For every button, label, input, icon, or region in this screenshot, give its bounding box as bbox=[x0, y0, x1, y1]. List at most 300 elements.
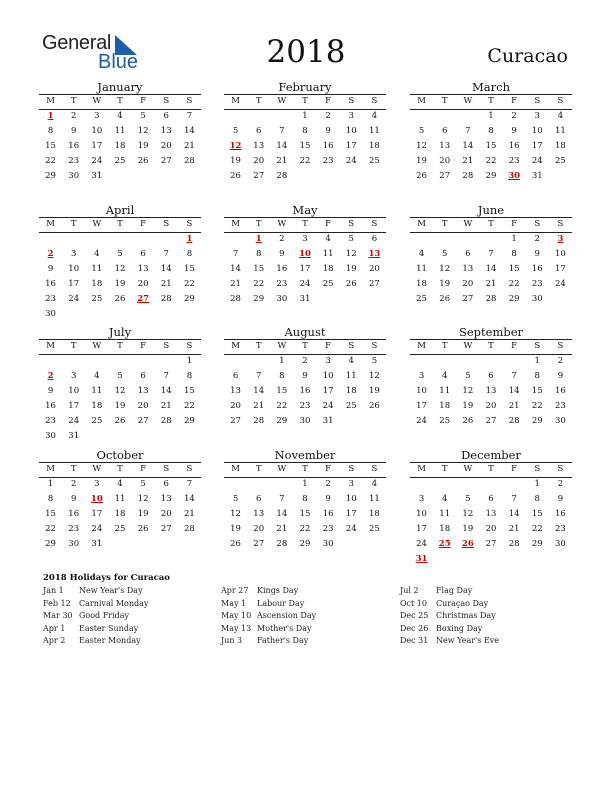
day-cell: 30 bbox=[45, 431, 56, 441]
day-cell: 16 bbox=[322, 141, 334, 151]
day-cell: 20 bbox=[485, 524, 497, 534]
day-cell: 5 bbox=[418, 126, 425, 136]
day-cell: 31 bbox=[531, 171, 543, 181]
day-cell: 20 bbox=[160, 509, 172, 519]
weekday-label: W bbox=[277, 464, 287, 474]
day-cell: 12 bbox=[345, 249, 357, 259]
day-cell: 11 bbox=[91, 264, 103, 274]
day-cell: 8 bbox=[534, 494, 540, 504]
day-cell: 4 bbox=[94, 249, 100, 259]
day-cell: 18 bbox=[368, 509, 380, 519]
day-cell: 20 bbox=[439, 156, 451, 166]
day-cell: 11 bbox=[368, 126, 380, 136]
day-cell: 11 bbox=[114, 494, 126, 504]
day-cell: 16 bbox=[68, 141, 80, 151]
day-cell: 19 bbox=[137, 141, 149, 151]
day-cell: 19 bbox=[462, 401, 474, 411]
day-cell: 24 bbox=[299, 279, 311, 289]
day-cell: 12 bbox=[137, 126, 149, 136]
holiday-date: Apr 27 bbox=[221, 586, 249, 595]
holiday-date: May 10 bbox=[221, 611, 252, 620]
day-cell: 12 bbox=[462, 509, 474, 519]
day-cell: 8 bbox=[186, 249, 193, 259]
day-cell: 16 bbox=[554, 509, 566, 519]
weekday-label: F bbox=[511, 341, 518, 351]
holiday-date: Apr 1 bbox=[43, 623, 66, 633]
weekday-label: W bbox=[92, 219, 102, 229]
day-cell: 7 bbox=[465, 126, 471, 136]
day-cell: 30 bbox=[531, 294, 543, 304]
day-cell: 29 bbox=[45, 539, 56, 549]
day-cell: 8 bbox=[47, 494, 54, 504]
weekday-label: S bbox=[163, 464, 170, 474]
weekday-label: F bbox=[140, 341, 147, 351]
day-cell: 10 bbox=[322, 371, 334, 381]
weekday-label: S bbox=[163, 219, 170, 229]
day-cell: 8 bbox=[47, 126, 54, 136]
day-cell: 6 bbox=[441, 126, 448, 136]
day-cell: 8 bbox=[255, 249, 262, 259]
weekday-header bbox=[224, 217, 386, 233]
day-cell: 28 bbox=[230, 294, 241, 304]
day-cell: 20 bbox=[230, 401, 241, 411]
day-cell: 23 bbox=[322, 524, 334, 534]
day-cell: 28 bbox=[462, 171, 474, 181]
day-cell: 15 bbox=[531, 509, 543, 519]
day-cell: 5 bbox=[348, 234, 354, 244]
day-cell: 17 bbox=[554, 264, 566, 274]
day-cell: 14 bbox=[508, 509, 520, 519]
day-cell: 20 bbox=[253, 156, 265, 166]
weekday-label: S bbox=[186, 219, 193, 229]
day-cell: 29 bbox=[508, 294, 520, 304]
day-cell: 24 bbox=[68, 416, 80, 426]
day-cell: 19 bbox=[368, 386, 380, 396]
day-cell: 8 bbox=[302, 494, 308, 504]
day-cell: 16 bbox=[508, 141, 520, 151]
day-cell: 9 bbox=[325, 494, 331, 504]
holiday-date: Jun 3 bbox=[221, 636, 243, 645]
day-cell: 29 bbox=[531, 539, 543, 549]
holiday-day-cell: 10 bbox=[299, 249, 311, 259]
day-cell: 11 bbox=[114, 126, 126, 136]
day-cell: 7 bbox=[255, 371, 262, 381]
weekday-label: T bbox=[255, 96, 262, 106]
weekday-label: T bbox=[255, 341, 262, 351]
day-cell: 8 bbox=[186, 371, 193, 381]
day-cell: 31 bbox=[68, 431, 80, 441]
weekday-label: M bbox=[231, 464, 240, 474]
day-cell: 29 bbox=[485, 171, 497, 181]
holidays-title: 2018 Holidays for Curacao bbox=[43, 573, 170, 583]
holiday-day-cell: 25 bbox=[438, 539, 451, 549]
day-cell: 6 bbox=[371, 234, 378, 244]
day-cell: 23 bbox=[45, 416, 56, 426]
day-cell: 26 bbox=[114, 294, 126, 304]
day-cell: 25 bbox=[114, 524, 126, 534]
day-cell: 2 bbox=[70, 111, 77, 121]
day-cell: 12 bbox=[114, 386, 126, 396]
day-cell: 2 bbox=[302, 356, 308, 366]
weekday-label: S bbox=[186, 96, 193, 106]
weekday-label: S bbox=[557, 96, 564, 106]
day-cell: 22 bbox=[299, 524, 311, 534]
day-cell: 3 bbox=[348, 479, 354, 489]
day-cell: 19 bbox=[230, 156, 241, 166]
weekday-label: W bbox=[92, 464, 102, 474]
weekday-label: W bbox=[463, 96, 473, 106]
month-name: January bbox=[97, 80, 143, 94]
weekday-label: M bbox=[417, 96, 426, 106]
weekday-label: F bbox=[140, 464, 147, 474]
weekday-label: S bbox=[348, 464, 355, 474]
weekday-label: F bbox=[511, 219, 518, 229]
day-cell: 16 bbox=[299, 386, 311, 396]
day-cell: 7 bbox=[511, 371, 517, 381]
day-cell: 4 bbox=[325, 234, 331, 244]
day-cell: 17 bbox=[345, 509, 357, 519]
weekday-header bbox=[224, 462, 386, 478]
day-cell: 14 bbox=[253, 386, 265, 396]
day-cell: 22 bbox=[531, 524, 543, 534]
weekday-label: S bbox=[534, 219, 541, 229]
day-cell: 18 bbox=[554, 141, 566, 151]
day-cell: 19 bbox=[230, 524, 241, 534]
day-cell: 12 bbox=[137, 494, 149, 504]
day-cell: 26 bbox=[345, 279, 357, 289]
day-cell: 4 bbox=[371, 111, 378, 121]
weekday-header bbox=[410, 339, 572, 355]
day-cell: 8 bbox=[511, 249, 517, 259]
weekday-header bbox=[224, 339, 386, 355]
weekday-header bbox=[410, 462, 572, 478]
day-cell: 3 bbox=[348, 111, 354, 121]
day-cell: 24 bbox=[416, 539, 427, 549]
weekday-label: F bbox=[511, 96, 518, 106]
day-cell: 20 bbox=[462, 279, 474, 289]
day-cell: 26 bbox=[439, 294, 451, 304]
weekday-label: S bbox=[534, 464, 541, 474]
day-cell: 5 bbox=[232, 494, 239, 504]
weekday-header bbox=[410, 94, 572, 110]
day-cell: 26 bbox=[230, 171, 241, 181]
day-cell: 27 bbox=[253, 171, 265, 181]
day-cell: 12 bbox=[230, 509, 241, 519]
weekday-label: M bbox=[231, 96, 240, 106]
day-cell: 29 bbox=[45, 171, 56, 181]
day-cell: 19 bbox=[345, 264, 357, 274]
day-cell: 17 bbox=[299, 264, 311, 274]
holiday-date: Oct 10 bbox=[400, 598, 427, 608]
day-cell: 6 bbox=[255, 494, 262, 504]
day-cell: 28 bbox=[485, 294, 497, 304]
day-cell: 2 bbox=[325, 111, 331, 121]
day-cell: 23 bbox=[45, 294, 56, 304]
day-cell: 14 bbox=[462, 141, 474, 151]
day-cell: 1 bbox=[511, 234, 517, 244]
day-cell: 23 bbox=[531, 279, 543, 289]
weekday-label: T bbox=[488, 464, 494, 474]
logo-word-blue: Blue bbox=[98, 51, 139, 73]
day-cell: 6 bbox=[140, 371, 146, 381]
day-cell: 25 bbox=[439, 416, 451, 426]
day-cell: 16 bbox=[322, 509, 334, 519]
day-cell: 7 bbox=[163, 371, 169, 381]
weekday-label: S bbox=[348, 341, 355, 351]
weekday-label: T bbox=[441, 464, 448, 474]
weekday-label: M bbox=[231, 341, 240, 351]
holiday-day-cell: 31 bbox=[415, 554, 428, 564]
month-july bbox=[39, 325, 201, 441]
weekday-label: M bbox=[46, 219, 55, 229]
day-cell: 22 bbox=[531, 401, 543, 411]
day-cell: 14 bbox=[183, 494, 195, 504]
day-cell: 27 bbox=[485, 539, 497, 549]
month-name: November bbox=[274, 448, 336, 462]
day-cell: 15 bbox=[276, 386, 288, 396]
holiday-name: Christmas Day bbox=[436, 611, 496, 620]
day-cell: 9 bbox=[511, 126, 517, 136]
day-cell: 1 bbox=[534, 356, 540, 366]
day-cell: 6 bbox=[140, 249, 146, 259]
day-cell: 28 bbox=[160, 294, 172, 304]
day-cell: 19 bbox=[439, 279, 451, 289]
weekday-label: F bbox=[140, 219, 147, 229]
day-cell: 14 bbox=[276, 509, 288, 519]
holiday-date: May 1 bbox=[221, 598, 247, 608]
holiday-day-cell: 1 bbox=[186, 234, 193, 244]
month-name: June bbox=[477, 203, 505, 217]
day-cell: 24 bbox=[345, 156, 357, 166]
day-cell: 24 bbox=[531, 156, 543, 166]
day-cell: 13 bbox=[230, 386, 241, 396]
day-cell: 3 bbox=[534, 111, 540, 121]
day-cell: 25 bbox=[368, 156, 380, 166]
day-cell: 9 bbox=[325, 126, 331, 136]
day-cell: 28 bbox=[508, 539, 520, 549]
holiday-date: Dec 26 bbox=[400, 623, 429, 633]
weekday-label: M bbox=[46, 341, 55, 351]
weekday-label: S bbox=[371, 96, 378, 106]
weekday-label: S bbox=[557, 219, 564, 229]
weekday-label: F bbox=[325, 464, 332, 474]
day-cell: 23 bbox=[508, 156, 520, 166]
day-cell: 21 bbox=[230, 279, 241, 289]
month-name: December bbox=[461, 448, 521, 462]
weekday-label: W bbox=[463, 464, 473, 474]
day-cell: 15 bbox=[531, 386, 543, 396]
day-cell: 1 bbox=[302, 479, 308, 489]
day-cell: 5 bbox=[117, 371, 123, 381]
day-cell: 1 bbox=[534, 479, 540, 489]
weekday-header bbox=[39, 94, 201, 110]
holiday-date: Jan 1 bbox=[43, 586, 64, 595]
day-cell: 9 bbox=[557, 371, 564, 381]
day-cell: 17 bbox=[322, 386, 334, 396]
weekday-label: T bbox=[488, 219, 494, 229]
holiday-day-cell: 12 bbox=[229, 141, 242, 151]
day-cell: 2 bbox=[534, 234, 540, 244]
day-cell: 24 bbox=[554, 279, 566, 289]
day-cell: 12 bbox=[114, 264, 126, 274]
weekday-header bbox=[39, 462, 201, 478]
day-cell: 29 bbox=[531, 416, 543, 426]
day-cell: 15 bbox=[183, 386, 195, 396]
month-april bbox=[39, 203, 201, 319]
day-cell: 6 bbox=[163, 111, 169, 121]
day-cell: 13 bbox=[253, 509, 265, 519]
day-cell: 7 bbox=[186, 111, 193, 121]
day-cell: 10 bbox=[531, 126, 543, 136]
day-cell: 28 bbox=[508, 416, 520, 426]
day-cell: 14 bbox=[183, 126, 195, 136]
day-cell: 18 bbox=[322, 264, 334, 274]
day-cell: 10 bbox=[91, 126, 103, 136]
day-cell: 23 bbox=[276, 279, 288, 289]
day-cell: 19 bbox=[416, 156, 427, 166]
weekday-label: T bbox=[255, 464, 262, 474]
day-cell: 23 bbox=[68, 156, 80, 166]
holiday-name: Mother's Day bbox=[257, 623, 312, 633]
day-cell: 16 bbox=[45, 401, 56, 411]
day-cell: 28 bbox=[253, 416, 265, 426]
day-cell: 18 bbox=[91, 401, 103, 411]
day-cell: 12 bbox=[462, 386, 474, 396]
weekday-label: T bbox=[70, 464, 77, 474]
day-cell: 21 bbox=[183, 509, 195, 519]
day-cell: 21 bbox=[276, 524, 288, 534]
day-cell: 11 bbox=[322, 249, 334, 259]
day-cell: 26 bbox=[114, 416, 126, 426]
day-cell: 5 bbox=[140, 111, 146, 121]
day-cell: 20 bbox=[253, 524, 265, 534]
day-cell: 30 bbox=[554, 539, 566, 549]
month-march bbox=[410, 80, 572, 196]
month-september bbox=[410, 325, 572, 441]
day-cell: 27 bbox=[137, 416, 149, 426]
day-cell: 27 bbox=[160, 524, 172, 534]
day-cell: 28 bbox=[276, 171, 288, 181]
day-cell: 10 bbox=[416, 386, 427, 396]
day-cell: 21 bbox=[160, 279, 172, 289]
weekday-label: T bbox=[117, 96, 123, 106]
day-cell: 15 bbox=[45, 141, 56, 151]
day-cell: 16 bbox=[68, 509, 80, 519]
weekday-label: W bbox=[277, 341, 287, 351]
day-cell: 11 bbox=[439, 509, 451, 519]
day-cell: 27 bbox=[160, 156, 172, 166]
day-cell: 4 bbox=[441, 371, 448, 381]
day-cell: 3 bbox=[302, 234, 308, 244]
day-cell: 13 bbox=[137, 386, 149, 396]
day-cell: 3 bbox=[325, 356, 331, 366]
day-cell: 2 bbox=[557, 479, 564, 489]
holiday-day-cell: 2 bbox=[47, 371, 54, 381]
holiday-name: Curaçao Day bbox=[436, 598, 489, 608]
weekday-label: S bbox=[371, 341, 378, 351]
holiday-date: Jul 2 bbox=[400, 586, 419, 595]
day-cell: 3 bbox=[94, 111, 100, 121]
month-october bbox=[39, 448, 201, 564]
day-cell: 22 bbox=[299, 156, 311, 166]
day-cell: 20 bbox=[137, 401, 149, 411]
day-cell: 16 bbox=[554, 386, 566, 396]
day-cell: 15 bbox=[508, 264, 520, 274]
holiday-name: Father's Day bbox=[257, 636, 309, 645]
day-cell: 18 bbox=[439, 524, 451, 534]
weekday-label: T bbox=[117, 341, 123, 351]
holiday-day-cell: 1 bbox=[255, 234, 262, 244]
day-cell: 9 bbox=[534, 249, 540, 259]
weekday-label: T bbox=[488, 341, 494, 351]
day-cell: 4 bbox=[117, 111, 123, 121]
day-cell: 5 bbox=[441, 249, 448, 259]
day-cell: 6 bbox=[232, 371, 239, 381]
day-cell: 2 bbox=[279, 234, 285, 244]
holiday-name: Kings Day bbox=[257, 586, 299, 595]
day-cell: 1 bbox=[302, 111, 308, 121]
day-cell: 6 bbox=[465, 249, 471, 259]
holiday-name: Good Friday bbox=[79, 611, 130, 620]
day-cell: 19 bbox=[462, 524, 474, 534]
weekday-label: M bbox=[417, 341, 426, 351]
day-cell: 19 bbox=[137, 509, 149, 519]
day-cell: 10 bbox=[416, 509, 427, 519]
day-cell: 23 bbox=[554, 401, 566, 411]
month-february bbox=[224, 80, 386, 196]
day-cell: 2 bbox=[70, 479, 77, 489]
weekday-header bbox=[39, 339, 201, 355]
day-cell: 15 bbox=[45, 509, 56, 519]
day-cell: 30 bbox=[45, 309, 56, 319]
weekday-label: S bbox=[557, 464, 564, 474]
day-cell: 27 bbox=[439, 171, 451, 181]
month-january bbox=[39, 80, 201, 196]
day-cell: 30 bbox=[68, 171, 80, 181]
day-cell: 30 bbox=[322, 539, 334, 549]
day-cell: 3 bbox=[70, 371, 77, 381]
day-cell: 13 bbox=[137, 264, 149, 274]
day-cell: 21 bbox=[160, 401, 172, 411]
day-cell: 21 bbox=[462, 156, 474, 166]
month-name: September bbox=[458, 325, 524, 339]
day-cell: 7 bbox=[163, 249, 169, 259]
day-cell: 9 bbox=[47, 264, 54, 274]
day-cell: 1 bbox=[279, 356, 285, 366]
day-cell: 8 bbox=[279, 371, 285, 381]
day-cell: 28 bbox=[276, 539, 288, 549]
month-name: March bbox=[472, 80, 510, 94]
month-june bbox=[410, 203, 572, 319]
weekday-label: T bbox=[302, 219, 308, 229]
weekday-label: S bbox=[371, 219, 378, 229]
day-cell: 18 bbox=[368, 141, 380, 151]
day-cell: 9 bbox=[70, 494, 77, 504]
weekday-label: F bbox=[325, 96, 332, 106]
day-cell: 4 bbox=[348, 356, 354, 366]
day-cell: 24 bbox=[91, 524, 103, 534]
day-cell: 17 bbox=[91, 141, 103, 151]
day-cell: 20 bbox=[160, 141, 172, 151]
weekday-label: M bbox=[417, 219, 426, 229]
holiday-day-cell: 2 bbox=[47, 249, 54, 259]
day-cell: 24 bbox=[322, 401, 334, 411]
day-cell: 5 bbox=[232, 126, 239, 136]
day-cell: 25 bbox=[322, 279, 334, 289]
day-cell: 25 bbox=[368, 524, 380, 534]
weekday-label: M bbox=[46, 96, 55, 106]
weekday-label: S bbox=[163, 96, 170, 106]
